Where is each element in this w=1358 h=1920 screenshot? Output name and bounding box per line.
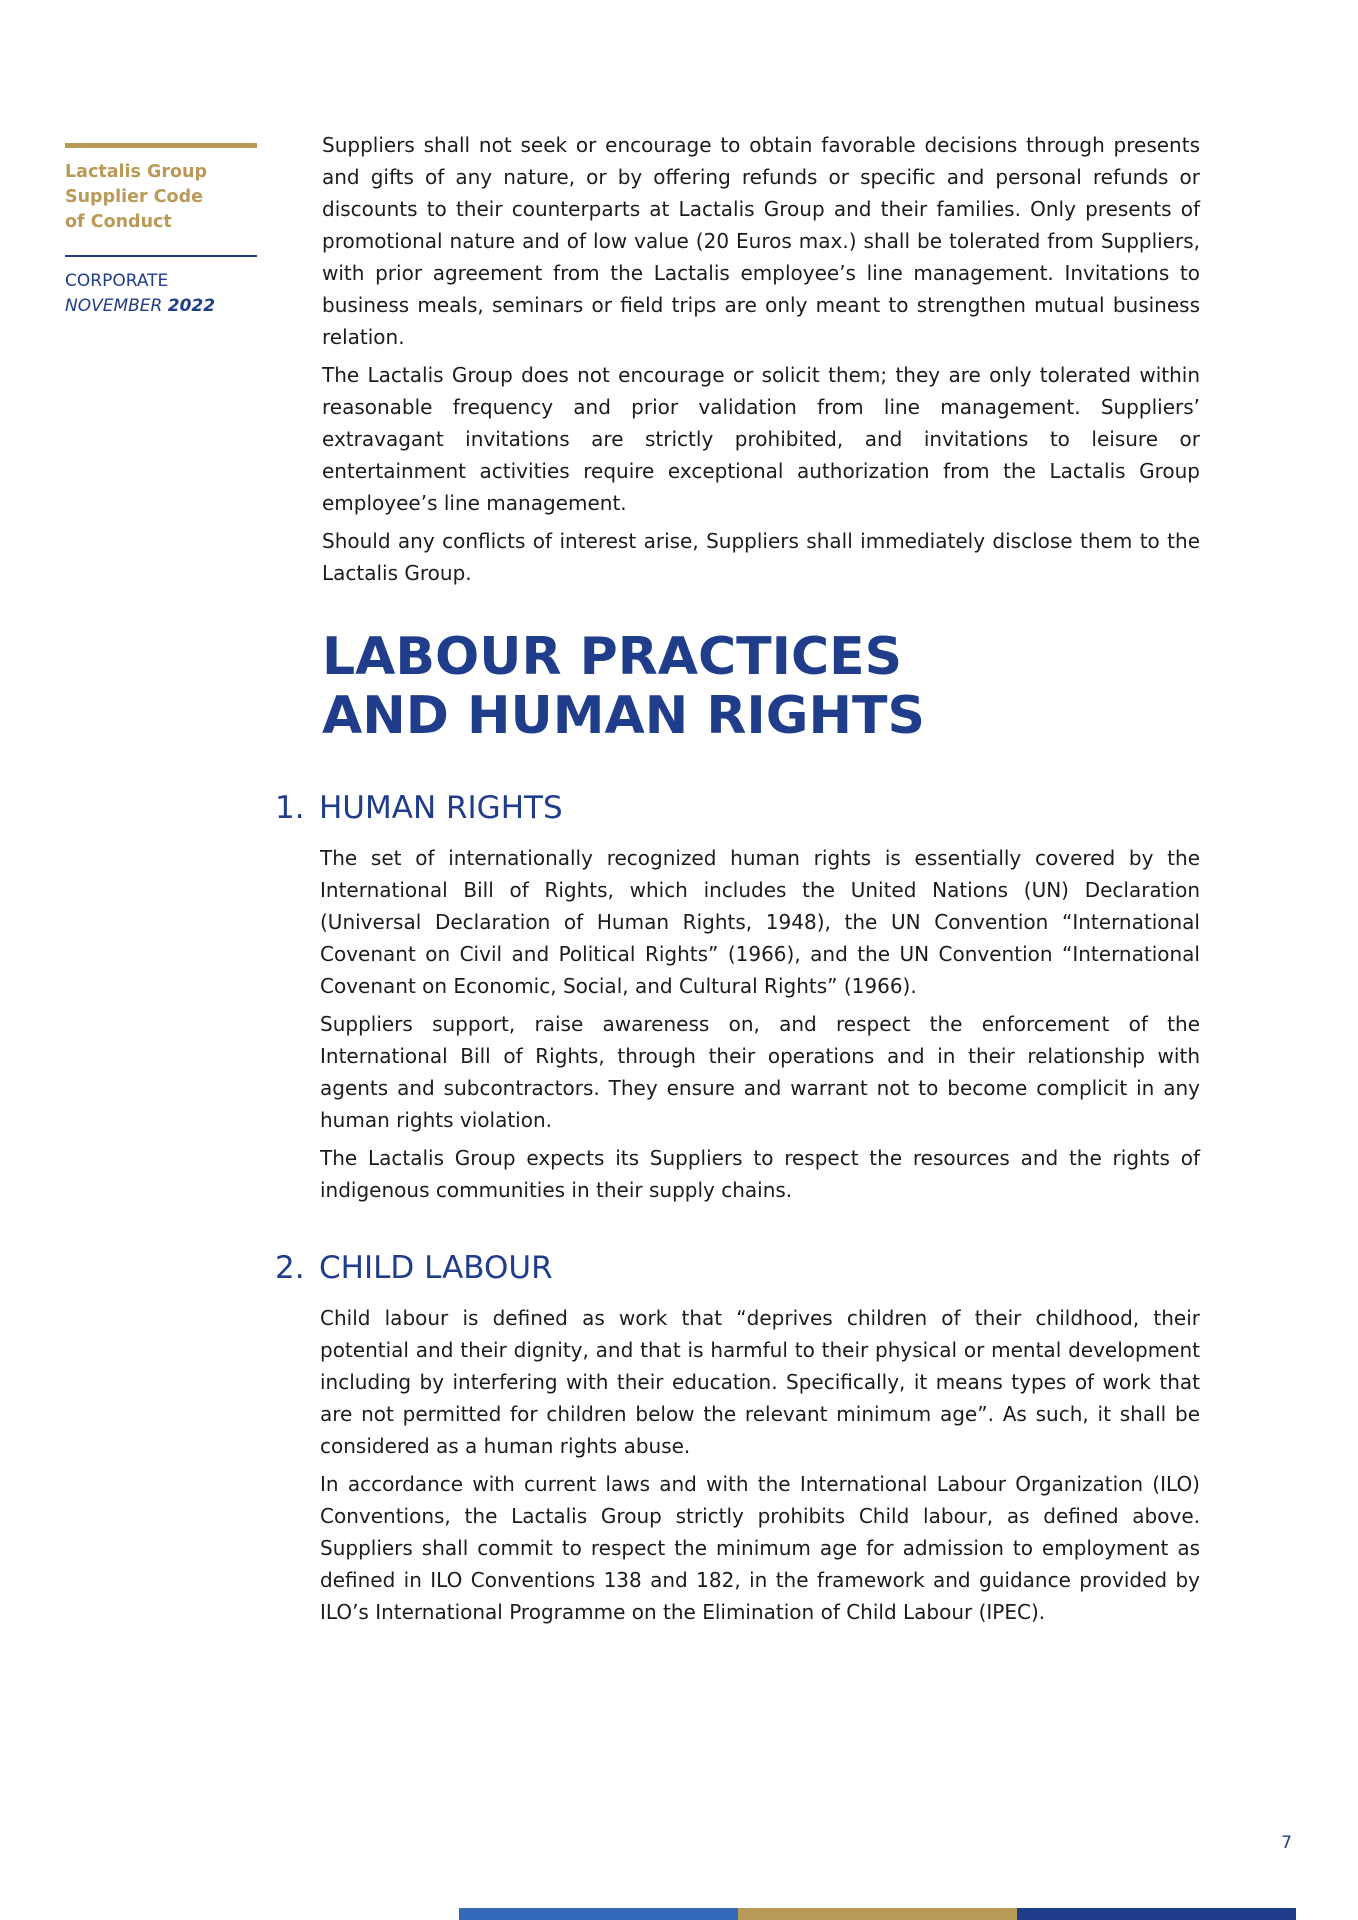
section-body	[320, 842, 1200, 1206]
intro-paragraph: Should any conflicts of interest arise, Suppliers shall immediately disclose them to the Lactalis Group.	[322, 529, 1200, 585]
intro-paragraph: The Lactalis Group does not encourage or solicit them; they are only tolerated within reasonable frequency and prior validation from line management. Suppliers’ extravagant invitations are strictly prohibited, and invitations to leisure or entertainment activities require exceptional authorization from the Lactalis Group employee’s line management.	[322, 363, 1200, 515]
document-title-line: Supplier Code	[65, 187, 203, 207]
footer-bar-gold	[738, 1908, 1017, 1920]
section-paragraph: The set of internationally recognized human rights is essentially covered by the International Bill of Rights, which includes the United Nations (UN) Declaration (Universal Declaration of Human Rights, 1948), the UN Convention “International Covenant on Civil and Political Rights” (1966), and the UN Convention “International Covenant on Economic, Social, and Cultural Rights” (1966).	[320, 846, 1200, 998]
section-number: 2.	[275, 1250, 305, 1286]
section-number: 1.	[275, 790, 305, 826]
footer-bar-navy	[1017, 1908, 1296, 1920]
intro-paragraph: Suppliers shall not seek or encourage to obtain favorable decisions through presents and gifts of any nature, or by offering refunds or specific and personal refunds or discounts to their counterparts at Lactalis Group and their families. Only presents of promotional nature and of low value (20 Euros max.) shall be tolerated from Suppliers, with prior agreement from the Lactalis employee’s line management. Invitations to business meals, seminars or field trips are only meant to strengthen mutual business relation.	[322, 133, 1200, 349]
date-year: 2022	[167, 295, 216, 316]
document-date	[65, 294, 257, 319]
section-title: HUMAN RIGHTS	[319, 790, 563, 826]
date-month: NOVEMBER	[65, 295, 163, 316]
department-label: CORPORATE	[65, 270, 169, 291]
footer-color-bars	[459, 1908, 1296, 1920]
section-paragraph: Suppliers support, raise awareness on, and respect the enforcement of the International Bill of Rights, through their operations and in their relationship with agents and subcontractors. They ensure and warrant not to become complicit in any human rights violation.	[320, 1012, 1200, 1132]
section-paragraph: The Lactalis Group expects its Suppliers to respect the resources and the rights of indigenous communities in their supply chains.	[320, 1146, 1200, 1202]
section-title: CHILD LABOUR	[319, 1250, 553, 1286]
section-paragraph: In accordance with current laws and with the International Labour Organization (ILO) Conventions, the Lactalis Group strictly prohibits Child labour, as defined above. Suppliers shall commit to respect the minimum age for admission to employment as defined in ILO Conventions 138 and 182, in the framework and guidance provided by ILO’s International Programme on the Elimination of Child Labour (IPEC).	[320, 1472, 1200, 1624]
document-title-line: of Conduct	[65, 212, 172, 232]
section-child-labour	[275, 1248, 1200, 1634]
chapter-title	[322, 628, 925, 746]
section-body	[320, 1302, 1200, 1628]
section-human-rights	[275, 788, 1200, 1212]
sidebar-header	[65, 143, 257, 319]
document-title-line: Lactalis Group	[65, 162, 208, 182]
document-title	[65, 160, 257, 235]
blue-divider	[65, 255, 257, 257]
chapter-title-line: LABOUR PRACTICES	[322, 627, 903, 687]
intro-text	[322, 129, 1200, 595]
chapter-title-line: AND HUMAN RIGHTS	[322, 686, 925, 746]
footer-bar-blue	[459, 1908, 738, 1920]
gold-divider	[65, 143, 257, 148]
section-paragraph: Child labour is defined as work that “deprives children of their childhood, their potential and their dignity, and that is harmful to their physical or mental development including by interfering with their education. Specifically, it means types of work that are not permitted for children below the relevant minimum age”. As such, it shall be considered as a human rights abuse.	[320, 1306, 1200, 1458]
page-number: 7	[1281, 1833, 1292, 1853]
section-heading	[275, 788, 1200, 828]
section-heading	[275, 1248, 1200, 1288]
